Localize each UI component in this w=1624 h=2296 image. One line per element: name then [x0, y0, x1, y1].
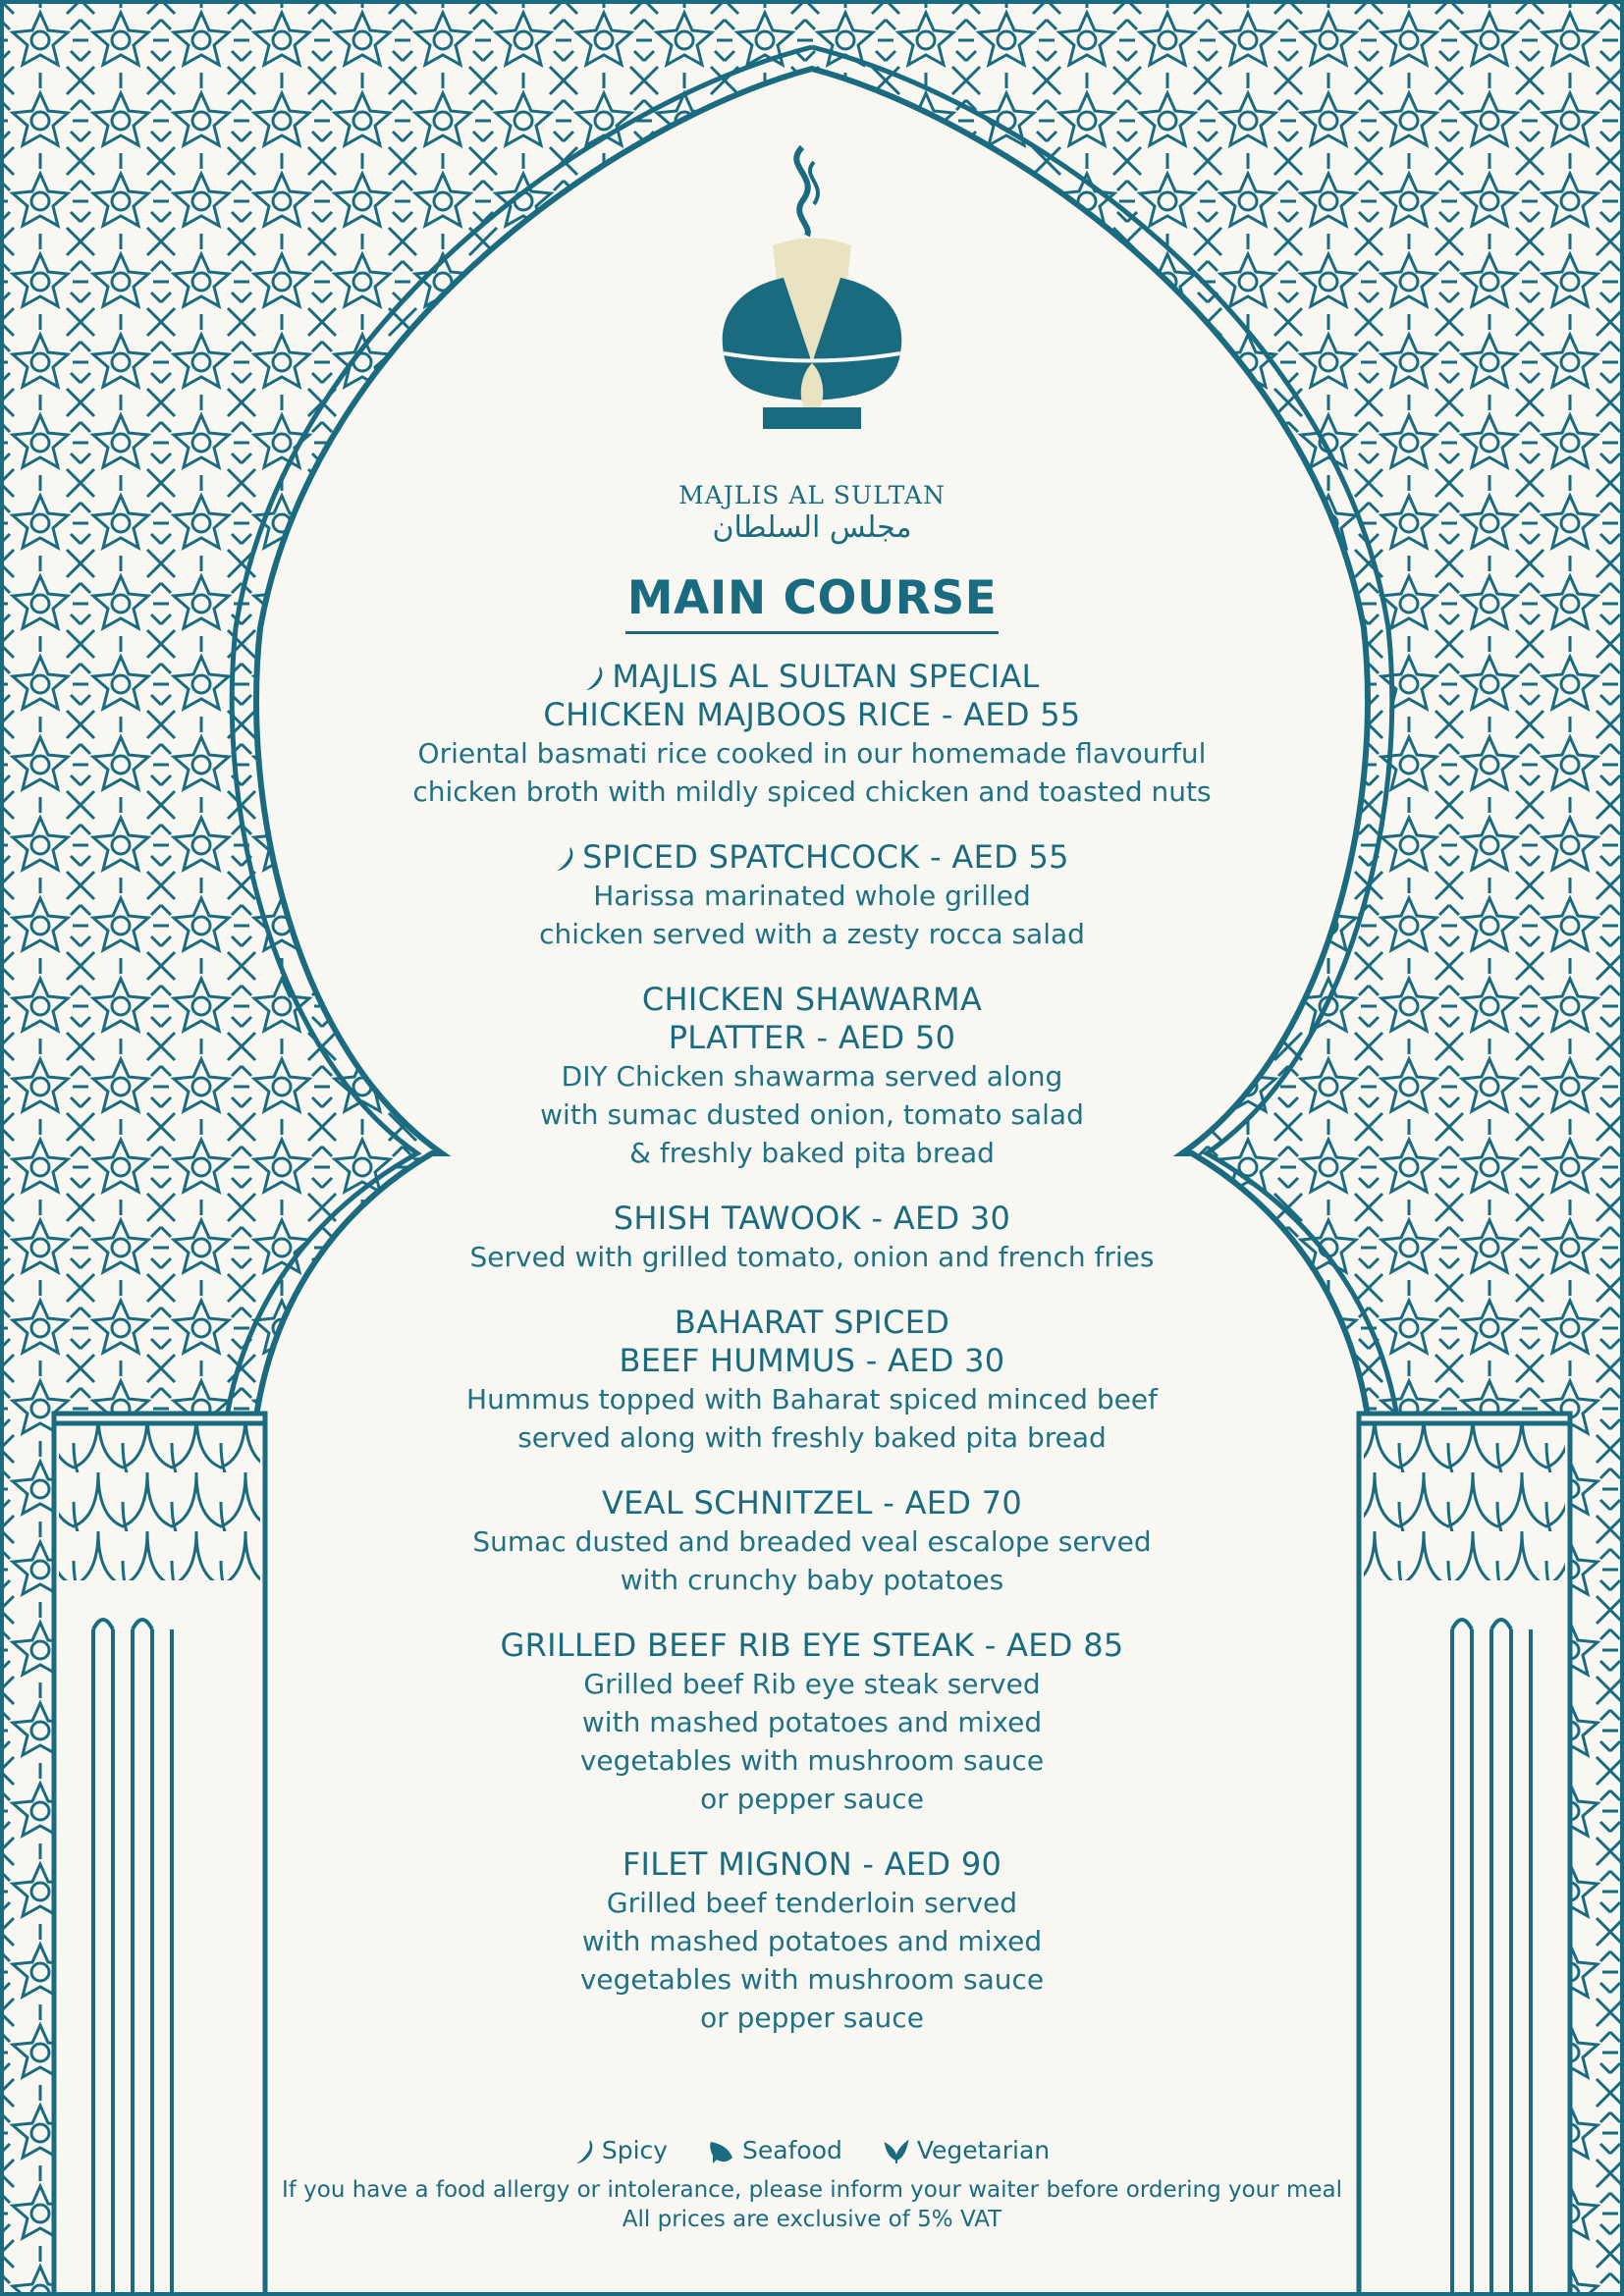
- menu-item-description: Hummus topped with Baharat spiced minced beef served along with freshly baked pita bread: [466, 1383, 1158, 1454]
- menu-item-name-text: SPICED SPATCHCOCK - AED 55: [582, 838, 1069, 876]
- legend-label-seafood: Seafood: [742, 2136, 842, 2164]
- menu-item-name: [295, 1200, 1329, 1238]
- menu-item-name: [295, 1627, 1329, 1665]
- legend-item-spicy: [574, 2136, 668, 2165]
- menu-item: [295, 1484, 1329, 1599]
- allergy-note: If you have a food allergy or intolerance, please inform your waiter before ordering your meal: [281, 2177, 1343, 2203]
- menu-item-name: [295, 658, 1329, 734]
- legend-item-vegetarian: [882, 2136, 1050, 2165]
- menu-item-name: [295, 1304, 1329, 1380]
- brand-name-ar: مجلس السلطان: [712, 510, 912, 545]
- menu-item-name: [295, 981, 1329, 1057]
- menu-item-description: Oriental basmati rice cooked in our homemade flavourful chicken broth with mildly spiced chicken and toasted nuts: [412, 737, 1212, 808]
- menu-item-name-text: GRILLED BEEF RIB EYE STEAK - AED 85: [500, 1627, 1124, 1664]
- section-title: MAIN COURSE: [625, 571, 1000, 634]
- legend-label-spicy: Spicy: [601, 2136, 669, 2164]
- legend-label-vegetarian: Vegetarian: [916, 2136, 1051, 2164]
- menu-item-name: [295, 1845, 1329, 1884]
- menu-item-name: [295, 1484, 1329, 1522]
- menu-item: [295, 1304, 1329, 1457]
- menu-item-name: [295, 838, 1329, 877]
- menu-item: [295, 1845, 1329, 2037]
- menu-item: [295, 981, 1329, 1172]
- chili-icon: [584, 664, 606, 693]
- leaf-icon: [882, 2138, 911, 2165]
- brand-logo-block: [295, 128, 1329, 560]
- menu-item-description: Grilled beef Rib eye steak served with mashed potatoes and mixed vegetables with mushroom sauce or pepper sauce: [579, 1668, 1045, 1815]
- menu-item: [295, 658, 1329, 811]
- menu-content: [295, 128, 1329, 2064]
- menu-item-description: Sumac dusted and breaded veal escalope served with crunchy baby potatoes: [472, 1525, 1152, 1596]
- menu-item-name-text: FILET MIGNON - AED 90: [622, 1845, 1002, 1883]
- menu-item-name-text: VEAL SCHNITZEL - AED 70: [601, 1484, 1023, 1522]
- brand-name-en: MAJLIS AL SULTAN: [678, 481, 946, 509]
- vat-note: All prices are exclusive of 5% VAT: [622, 2207, 1002, 2232]
- menu-item-description: DIY Chicken shawarma served along with sumac dusted onion, tomato salad & freshly baked pita bread: [540, 1060, 1084, 1169]
- menu-item-description: Harissa marinated whole grilled chicken served with a zesty rocca salad: [539, 880, 1085, 950]
- legend-item-seafood: [707, 2136, 842, 2165]
- menu-item-name-text: BAHARAT SPICED BEEF HUMMUS - AED 30: [619, 1304, 1005, 1379]
- menu-item-description: Grilled beef tenderloin served with mashed potatoes and mixed vegetables with mushroom sauce or pepper sauce: [579, 1887, 1045, 2034]
- menu-item-name-text: SHISH TAWOOK - AED 30: [613, 1200, 1011, 1237]
- legend: [0, 2136, 1624, 2165]
- menu-item-name-text: CHICKEN SHAWARMA PLATTER - AED 50: [641, 981, 983, 1056]
- menu-items-list: [295, 658, 1329, 2037]
- menu-item: [295, 1627, 1329, 1818]
- chili-icon: [555, 844, 576, 874]
- menu-item-name-text: MAJLIS AL SULTAN SPECIAL CHICKEN MAJBOOS RICE - AED 55: [543, 658, 1081, 733]
- fish-icon: [707, 2138, 736, 2165]
- menu-item: [295, 1200, 1329, 1276]
- menu-item: [295, 838, 1329, 953]
- domed-pot-logo-icon: [684, 128, 940, 481]
- menu-item-description: Served with grilled tomato, onion and french fries: [469, 1241, 1155, 1273]
- chili-icon: [574, 2138, 596, 2165]
